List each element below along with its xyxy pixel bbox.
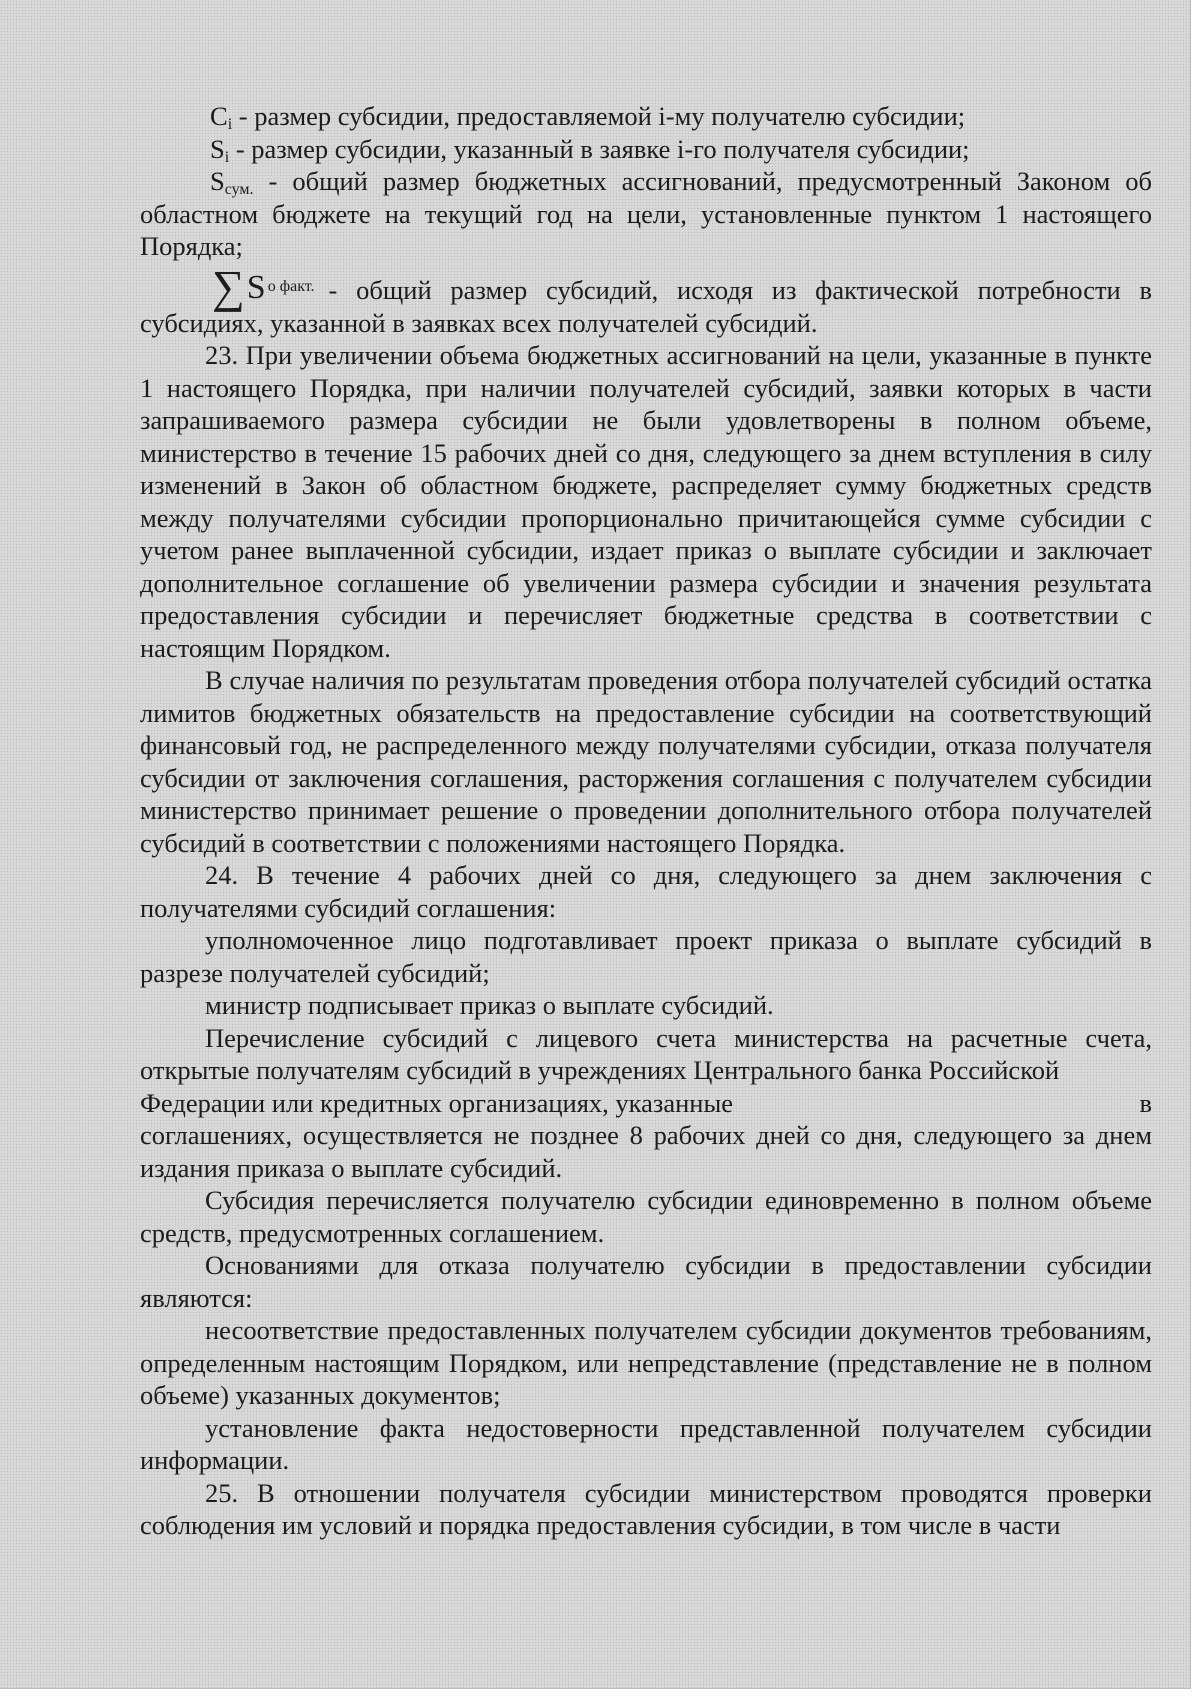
definition-ci xyxy=(140,100,1152,133)
paragraph-24-transfer-line3: соглашениях, осуществляется не позднее 8 рабочих дней со дня, следующего за днем издания приказа о выплате субсидий. xyxy=(140,1120,1152,1183)
symbol-sfact: S xyxy=(246,268,266,306)
paragraph-24-order-draft: уполномоченное лицо подготавливает проект приказа о выплате субсидий в разрезе получателей субсидий; xyxy=(140,925,1152,988)
definition-sfact xyxy=(140,260,1152,312)
definition-si xyxy=(140,133,1152,166)
transfer-line2-text: Федерации или кредитных организациях, указанные xyxy=(140,1087,734,1118)
transfer-line2-word: в xyxy=(1139,1087,1152,1118)
paragraph-24-lump-sum: Субсидия перечисляется получателю субсидии единовременно в полном объеме средств, предусмотренных соглашением. xyxy=(140,1185,1152,1248)
definition-ssum xyxy=(140,165,1152,263)
symbol-ci: C xyxy=(210,101,228,131)
definition-ci-text: - размер субсидии, предоставляемой i-му получателю субсидии; xyxy=(232,101,966,131)
definition-ssum-text: - общий размер бюджетных ассигнований, предусмотренный Законом об областном бюджете на текущий год на цели, установленные пунктом 1 настоящего Порядка; xyxy=(140,166,1152,261)
paragraph-23-additional-selection: В случае наличия по результатам проведения отбора получателей субсидий остатка лимитов бюджетных обязательств на предоставление субсидии на соответствующий финансовый год, не распределенного между получателями субсидии, отказа получателя субсидии от заключения соглашения, расторжения соглашения с получателем субсидии министерство принимает решение о проведении дополнительного отбора получателей субсидий в соответствии с положениями настоящего Порядка. xyxy=(140,665,1152,858)
definition-sfact-text-line1: - общий размер субсидий, исходя из фактической потребности в xyxy=(328,275,1152,305)
definition-sfact-text-line2: субсидиях, указанной в заявках всех получателей субсидий. xyxy=(140,307,818,338)
sum-formula xyxy=(212,260,315,312)
definition-si-text: - размер субсидии, указанный в заявке i-го получателя субсидии; xyxy=(229,133,970,164)
paragraph-24: 24. В течение 4 рабочих дней со дня, следующего за днем заключения с получателями субсидий соглашения: xyxy=(140,860,1152,923)
paragraph-24-ground-false-info: установление факта недостоверности представленной получателем субсидии информации. xyxy=(140,1412,1152,1475)
document-body xyxy=(140,100,1152,1542)
subscript-ci: i xyxy=(227,116,233,133)
paragraph-23: 23. При увеличении объема бюджетных ассигнований на цели, указанные в пункте 1 настоящего Порядка, при наличии получателей субсидий, заявки которых в части запрашиваемого размера субсидии не были удовлетворены в полном объеме, министерство в течение 15 рабочих дней со дня, следующего за днем вступления в силу изменений в Закон об областном бюджете, распределяет сумму бюджетных средств между получателями субсидии пропорционально причитающейся сумме субсидии с учетом ранее выплаченной субсидии, издает приказ о выплате субсидии и заключает дополнительное соглашение об увеличении размера субсидии и значения результата предоставления субсидии и перечисляет бюджетные средства в соответствии с настоящим Порядком. xyxy=(140,340,1152,663)
subscript-ssum: сум. xyxy=(224,181,254,198)
subscript-sfact: о факт. xyxy=(267,278,315,295)
paragraph-25: 25. В отношении получателя субсидии министерством проводятся проверки соблюдения им условий и порядка предоставления субсидии, в том числе в части xyxy=(140,1477,1152,1540)
paragraph-24-transfer-line2 xyxy=(140,1087,1152,1120)
subscript-si: i xyxy=(224,148,230,166)
sigma-symbol: ∑ xyxy=(212,260,245,312)
symbol-si: S xyxy=(210,133,225,164)
paragraph-24-minister-signs: министр подписывает приказ о выплате субсидий. xyxy=(205,990,774,1020)
symbol-ssum: S xyxy=(210,166,225,196)
paragraph-24-ground-documents: несоответствие предоставленных получателем субсидии документов требованиям, определенным настоящим Порядком, или непредставление (представление не в полном объеме) указанных документов; xyxy=(140,1315,1152,1410)
paragraph-24-transfer-line1: Перечисление субсидий с лицевого счета министерства на расчетные счета, открытые получателям субсидий в учреждениях Центрального банка Российской xyxy=(140,1022,1152,1085)
paragraph-24-refusal-grounds: Основаниями для отказа получателю субсидии в предоставлении субсидии являются: xyxy=(140,1250,1152,1313)
